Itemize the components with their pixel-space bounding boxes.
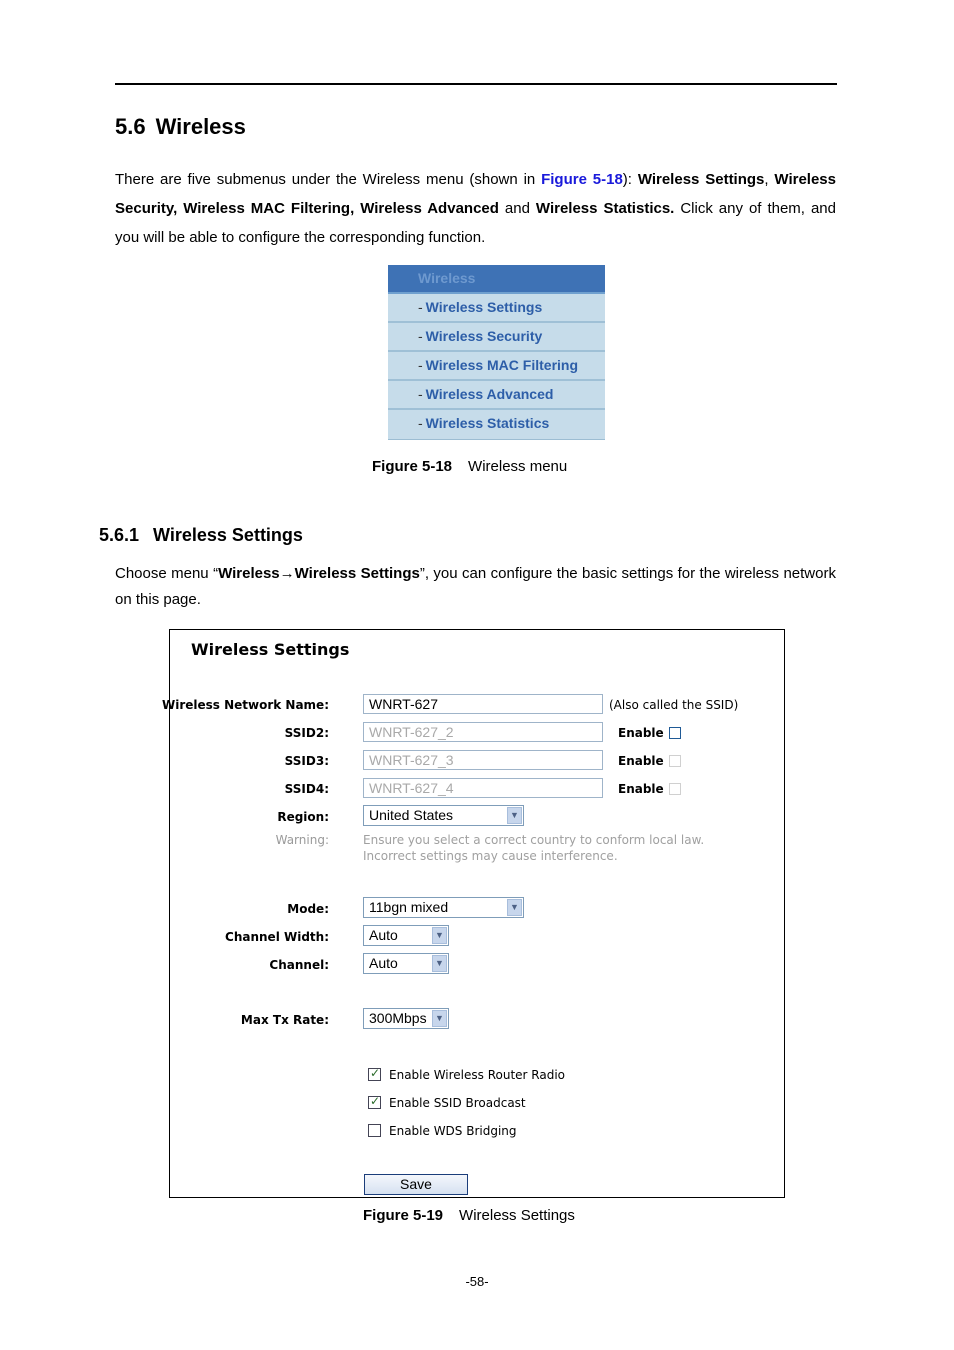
warning-line: Incorrect settings may cause interference.: [363, 849, 618, 863]
figure-text: Wireless menu: [468, 458, 568, 475]
warning-text: [363, 832, 704, 864]
wds-checkbox[interactable]: [368, 1124, 381, 1137]
checkbox-label: Enable WDS Bridging: [389, 1123, 517, 1138]
subsection-heading: [99, 525, 303, 546]
panel-title: Wireless Settings: [191, 640, 350, 659]
ssid3-label: SSID3:: [284, 754, 329, 768]
intro-text: ,: [764, 171, 775, 188]
sub-bold: Wireless Settings: [294, 565, 420, 582]
mode-label: Mode:: [287, 902, 329, 916]
max-tx-select[interactable]: [363, 1008, 449, 1029]
menu-dash: -: [418, 386, 423, 402]
ssid2-enable-label: Enable: [618, 726, 664, 740]
ssid4-input[interactable]: WNRT-627_4: [363, 778, 603, 798]
arrow-icon: →: [279, 565, 295, 582]
region-label: Region:: [277, 810, 329, 824]
menu-item-label: Wireless Advanced: [425, 386, 554, 402]
figure-text: Wireless Settings: [459, 1207, 575, 1224]
warning-line: Ensure you select a correct country to conform local law.: [363, 833, 705, 847]
section-number: 5.6: [115, 114, 146, 139]
radio-checkbox[interactable]: [368, 1068, 381, 1081]
ssid2-enable-checkbox[interactable]: [669, 727, 681, 739]
ssid3-enable-checkbox[interactable]: [669, 755, 681, 767]
channel-select[interactable]: [363, 953, 449, 974]
intro-text: Click any of them, and you will be able to configure the corresponding function.: [115, 200, 836, 246]
intro-text: ):: [622, 171, 638, 188]
warning-label: Warning:: [275, 833, 329, 847]
menu-item-wireless-security[interactable]: [388, 323, 605, 352]
ssid4-enable-label: Enable: [618, 782, 664, 796]
channel-width-select[interactable]: [363, 925, 449, 946]
menu-dash: -: [418, 299, 423, 315]
dropdown-arrow-icon: ▼: [507, 807, 522, 824]
section-heading: [115, 114, 246, 140]
dropdown-arrow-icon: ▼: [432, 955, 447, 972]
max-tx-value: 300Mbps: [369, 1010, 427, 1026]
channel-width-label: Channel Width:: [225, 930, 329, 944]
wds-checkbox-row[interactable]: [368, 1123, 517, 1138]
menu-item-wireless-advanced[interactable]: [388, 381, 605, 410]
subsection-title: Wireless Settings: [153, 525, 303, 545]
figure-19-caption: [363, 1207, 575, 1224]
sub-bold: Wireless: [218, 565, 280, 582]
checkbox-label: Enable SSID Broadcast: [389, 1095, 526, 1110]
intro-text: There are five submenus under the Wireless menu (shown in: [115, 171, 542, 188]
menu-item-wireless-settings[interactable]: [388, 294, 605, 323]
ssid2-input[interactable]: WNRT-627_2: [363, 722, 603, 742]
intro-bold: Wireless Statistics.: [535, 200, 675, 217]
intro-paragraph: [115, 165, 836, 252]
top-rule: [115, 83, 837, 85]
menu-dash: -: [418, 415, 423, 431]
menu-item-wireless-statistics[interactable]: [388, 410, 605, 437]
max-tx-label: Max Tx Rate:: [240, 1013, 329, 1027]
menu-item-label: Wireless Security: [425, 328, 543, 344]
wireless-settings-panel: [161, 629, 785, 1198]
intro-bold: Wireless Settings: [637, 171, 765, 188]
menu-dash: -: [418, 328, 423, 344]
ssid2-label: SSID2:: [284, 726, 329, 740]
ssid-broadcast-checkbox[interactable]: [368, 1096, 381, 1109]
page-number: -58-: [465, 1274, 489, 1289]
dropdown-arrow-icon: ▼: [507, 899, 522, 916]
ssid-input[interactable]: WNRT-627: [363, 694, 603, 714]
ssid4-label: SSID4:: [284, 782, 329, 796]
ssid3-enable-label: Enable: [618, 754, 664, 768]
ssid3-input[interactable]: WNRT-627_3: [363, 750, 603, 770]
dropdown-arrow-icon: ▼: [432, 927, 447, 944]
ssid4-enable-checkbox[interactable]: [669, 783, 681, 795]
figure-link[interactable]: Figure 5-18: [541, 171, 623, 188]
wireless-menu-header[interactable]: Wireless: [388, 265, 605, 294]
menu-item-label: Wireless MAC Filtering: [425, 357, 579, 373]
intro-text: and: [498, 200, 536, 217]
section-title: Wireless: [155, 114, 246, 139]
menu-item-label: Wireless Settings: [425, 299, 543, 315]
ssid-note: (Also called the SSID): [609, 698, 739, 712]
intro-bold: Wireless Security, Wireless MAC Filtering, Wireless Advanced: [115, 171, 836, 217]
menu-item-label: Wireless Statistics: [425, 415, 550, 431]
mode-value: 11bgn mixed: [369, 899, 449, 915]
ssid-broadcast-checkbox-row[interactable]: [368, 1095, 526, 1110]
checkbox-label: Enable Wireless Router Radio: [389, 1067, 566, 1082]
menu-item-mac-filtering[interactable]: [388, 352, 605, 381]
subsection-paragraph: [115, 561, 836, 613]
menu-dash: -: [418, 357, 423, 373]
region-select[interactable]: [363, 805, 524, 826]
mode-select[interactable]: [363, 897, 524, 918]
sub-text: Choose menu “: [115, 565, 219, 582]
wireless-menu: [388, 265, 605, 440]
channel-label: Channel:: [269, 958, 329, 972]
channel-width-value: Auto: [369, 927, 398, 943]
figure-label: Figure 5-19: [363, 1207, 444, 1224]
figure-label: Figure 5-18: [372, 458, 453, 475]
figure-18-caption: [372, 458, 567, 475]
dropdown-arrow-icon: ▼: [432, 1010, 447, 1027]
ssid-label: Wireless Network Name:: [161, 698, 329, 712]
radio-checkbox-row[interactable]: [368, 1067, 565, 1082]
save-button[interactable]: Save: [364, 1174, 468, 1195]
region-value: United States: [369, 807, 454, 823]
sub-text: ”, you can configure the basic settings for the wireless network on this page.: [115, 565, 836, 608]
channel-value: Auto: [369, 955, 398, 971]
subsection-number: 5.6.1: [99, 525, 140, 545]
